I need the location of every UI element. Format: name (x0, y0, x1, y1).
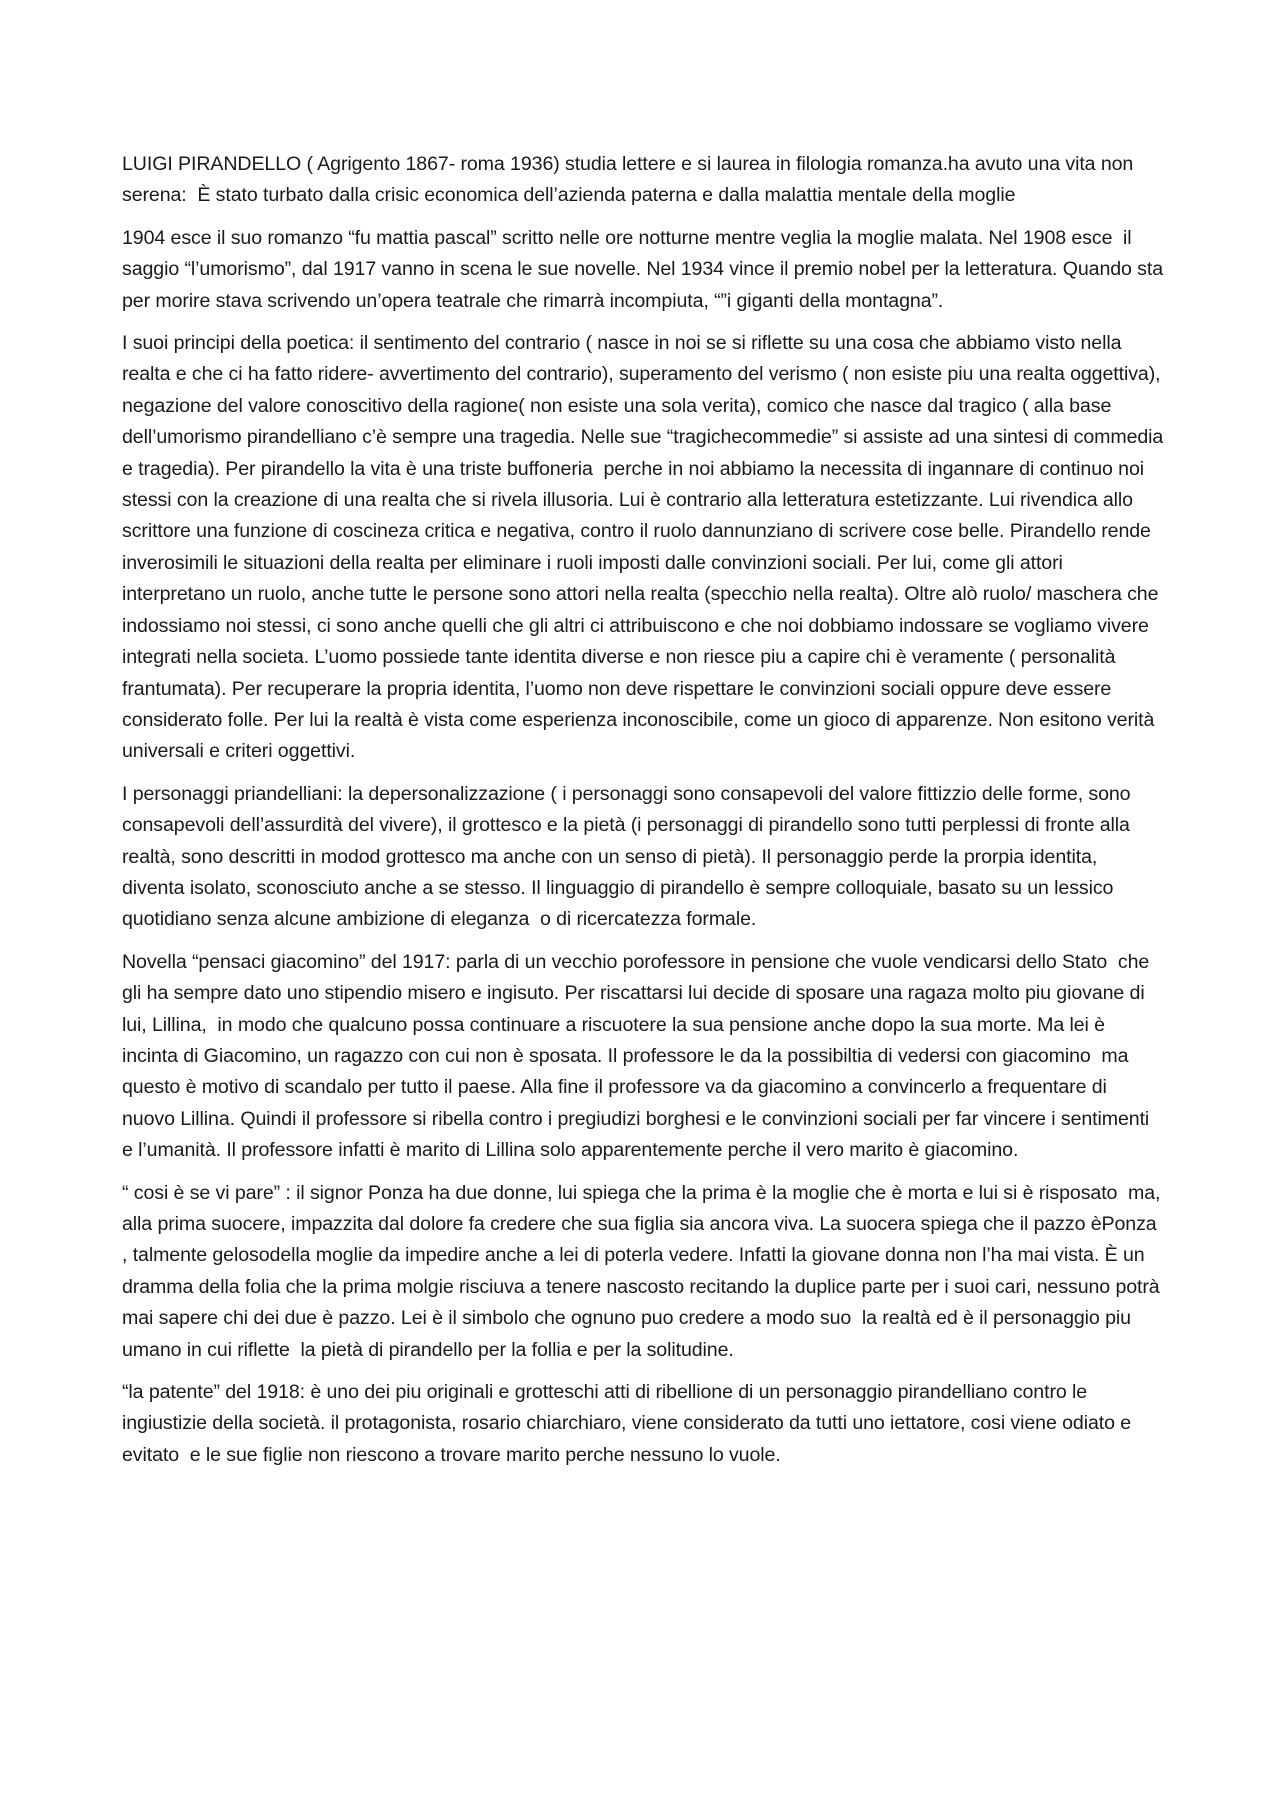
paragraph-works: 1904 esce il suo romanzo “fu mattia pascal” scritto nelle ore notturne mentre veglia la moglie malata. Nel 1908 esce il saggio “l’umorismo”, dal 1917 vanno in scena le sue novelle. Nel 1934 vince il premio nobel per la letteratura. Quando sta per morire stava scrivendo un’opera teatrale che rimarrà incompiuta, “”i giganti della montagna”. (122, 226, 1169, 312)
paragraph-cosi-e-se-vi-pare: “ cosi è se vi pare” : il signor Ponza ha due donne, lui spiega che la prima è la moglie che è morta e lui si è risposato ma, alla prima suocere, impazzita dal dolore fa credere che sua figlia sia ancora viva. La suocera spiega che il pazzo èPonza , talmente gelosodella moglie da impedire anche a lei di poterla vedere. Infatti la giovane donna non l’ha mai vista. È un dramma della folia che la prima molgie risciuva a tenere nascosto recitando la duplice parte per i suoi cari, nessuno potrà mai sapere chi dei due è pazzo. Lei è il simbolo che ognuno puo credere a modo suo la realtà ed è il personaggio piu umano in cui riflette la pietà di pirandello per la follia e per la solitudine. (122, 1181, 1166, 1361)
paragraph-la-patente: “la patente” del 1918: è uno dei piu originali e grotteschi atti di ribellione di un personaggio pirandelliano contro le ingiustizie della società. il protagonista, rosario chiarchiaro, viene considerato da tutti uno iettatore, cosi viene odiato e evitato e le sue figlie non riescono a trovare marito perche nessuno lo vuole. (122, 1381, 1137, 1466)
paragraph-characters: I personaggi priandelliani: la depersonalizzazione ( i personaggi sono consapevoli del valore fittizzio delle forme, sono consapevoli dell’assurdità del vivere), il grottesco e la pietà (i personaggi di pirandello sono tutti perplessi di fronte alla realtà, sono descritti in modod grottesco ma anche con un senso di pietà). Il personaggio perde la prorpia identita, diventa isolato, sconosciuto anche a se stesso. Il linguaggio di pirandello è sempre colloquiale, basato su un lessico quotidiano senza alcune ambizione di eleganza o di ricercatezza formale. (122, 782, 1136, 931)
document-body (122, 149, 1169, 1482)
paragraph-biography: LUIGI PIRANDELLO ( Agrigento 1867- roma 1936) studia lettere e si laurea in filologia romanza.ha avuto una vita non serena: È stato turbato dalla crisic economica dell’azienda paterna e dalla malattia mentale della moglie (122, 153, 1139, 207)
paragraph-pensaci-giacomino: Novella “pensaci giacomino” del 1917: parla di un vecchio porofessore in pensione che vuole vendicarsi dello Stato che gli ha sempre dato uno stipendio misero e ingisuto. Per riscattarsi lui decide di sposare una ragaza molto piu giovane di lui, Lillina, in modo che qualcuno possa continuare a riscuotere la sua pensione anche dopo la sua morte. Ma lei è incinta di Giacomino, un ragazzo con cui non è sposata. Il professore le da la possibiltia di vedersi con giacomino ma questo è motivo di scandalo per tutto il paese. Alla fine il professore va da giacomino a convincerlo a frequentare di nuovo Lillina. Quindi il professore si ribella contro i pregiudizi borghesi e le convinzioni sociali per far vincere i sentimenti e l’umanità. Il professore infatti è marito di Lillina solo apparentemente perche il vero marito è giacomino. (122, 950, 1155, 1162)
paragraph-poetics: I suoi principi della poetica: il sentimento del contrario ( nasce in noi se si riflette su una cosa che abbiamo visto nella realta e che ci ha fatto ridere- avvertimento del contrario), superamento del verismo ( non esiste piu una realta oggettiva), negazione del valore conoscitivo della ragione( non esiste una sola verita), comico che nasce dal tragico ( alla base dell’umorismo pirandelliano c’è sempre una tragedia. Nelle sue “tragichecommedie” si assiste ad una sintesi di commedia e tragedia). Per pirandello la vita è una triste buffoneria perche in noi abbiamo la necessita di ingannare di continuo noi stessi con la creazione di una realta che si rivela illusoria. Lui è contrario alla letteratura estetizzante. Lui rivendica allo scrittore una funzione di coscineza critica e negativa, contro il ruolo dannunziano di scrivere cose belle. Pirandello rende inverosimili le situazioni della realta per eliminare i ruoli imposti dalle convinzioni sociali. Per lui, come gli attori interpretano un ruolo, anche tutte le persone sono attori nella realta (specchio nella realta). Oltre alò ruolo/ maschera che indossiamo noi stessi, ci sono anche quelli che gli altri ci attribuiscono e che noi dobbiamo indossare se vogliamo vivere integrati nella societa. L’uomo possiede tante identita diverse e non riesce piu a capire chi è veramente ( personalità frantumata). Per recuperare la propria identita, l’uomo non deve rispettare le convinzioni sociali oppure deve essere considerato folle. Per lui la realtà è vista come esperienza inconoscibile, come un gioco di apparenze. Non esitono verità universali e criteri oggettivi. (122, 332, 1169, 763)
